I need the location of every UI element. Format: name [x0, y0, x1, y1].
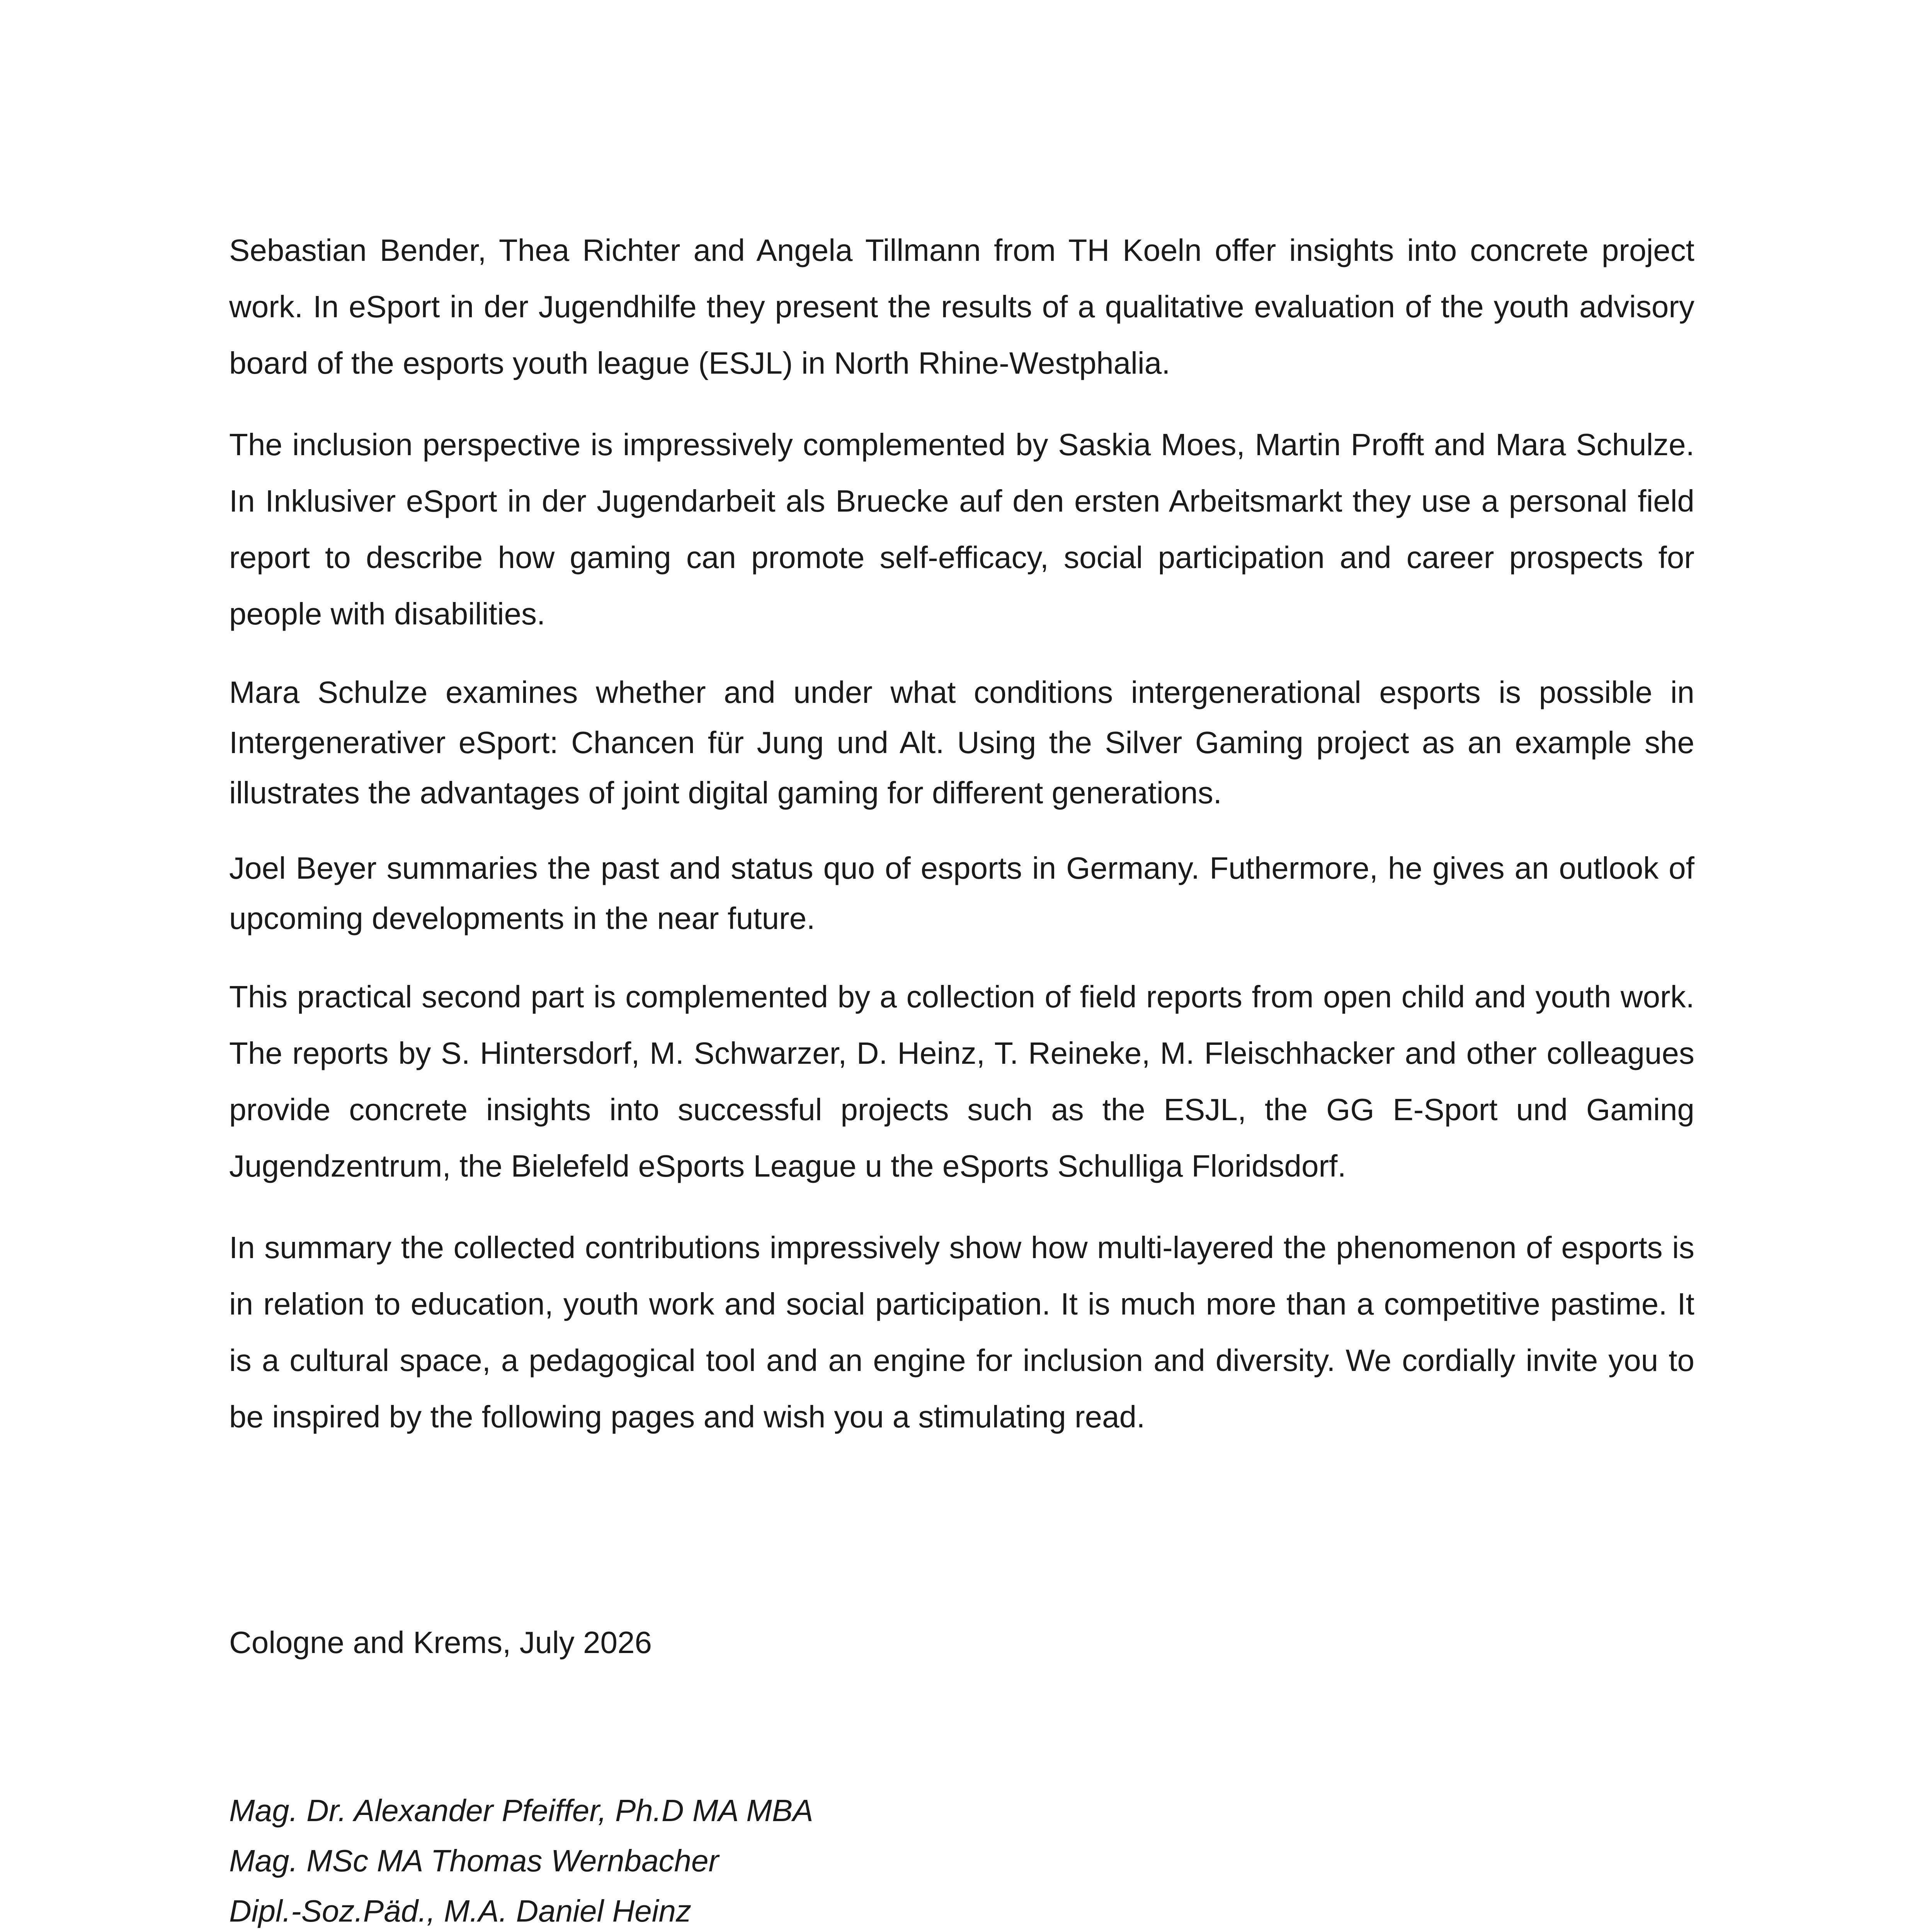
paragraph-field-reports: This practical second part is complemented by a collection of field reports from open child and youth work. The reports by S. Hintersdorf, M. Schwarzer, D. Heinz, T. Reineke, M. Fleischhacker and other colleagues provide concrete insights into successful projects such as the ESJL, the GG E-Sport und Gaming Jugendzentrum, the Bielefeld eSports League u the eSports Schulliga Floridsdorf. — [229, 980, 1694, 1183]
signature-line: Mag. MSc MA Thomas Wernbacher — [229, 1844, 719, 1878]
paragraph-esjl-evaluation: Sebastian Bender, Thea Richter and Angela Tillmann from TH Koeln offer insights into concrete project work. In eSport in der Jugendhilfe they present the results of a qualitative evaluation of the youth advisory board of the esports youth league (ESJL) in North Rhine-Westphalia. — [229, 233, 1694, 380]
paragraph-inclusion-perspective: The inclusion perspective is impressively complemented by Saskia Moes, Martin Profft and Mara Schulze. In Inklusiver eSport in der Jugendarbeit als Bruecke auf den ersten Arbeitsmarkt they use a personal field report to describe how gaming can promote self-efficacy, social participation and career prospects for people with disabilities. — [229, 427, 1694, 631]
signature-line: Dipl.-Soz.Päd., M.A. Daniel Heinz — [229, 1894, 692, 1928]
paragraph-esports-germany: Joel Beyer summaries the past and status quo of esports in Germany. Futhermore, he gives an outlook of upcoming developments in the near future. — [229, 851, 1694, 935]
paragraph-summary: In summary the collected contributions impressively show how multi-layered the phenomenon of esports is in relation to education, youth work and social participation. It is much more than a competitive pastime. It is a cultural space, a pedagogical tool and an engine for inclusion and diversity. We cordially invite you to be inspired by the following pages and wish you a stimulating read. — [229, 1230, 1694, 1434]
place-and-date: Cologne and Krems, July 2026 — [229, 1625, 652, 1660]
paragraph-intergenerational-esports: Mara Schulze examines whether and under what conditions intergenerational esports is possible in Intergenerativer eSport: Chancen für Jung und Alt. Using the Silver Gaming project as an example she illustrates the advantages of joint digital gaming for different generations. — [229, 675, 1694, 810]
signature-line: Mag. Dr. Alexander Pfeiffer, Ph.D MA MBA — [229, 1793, 813, 1828]
editor-signatures — [229, 1786, 813, 1932]
page-body — [229, 222, 1694, 1928]
